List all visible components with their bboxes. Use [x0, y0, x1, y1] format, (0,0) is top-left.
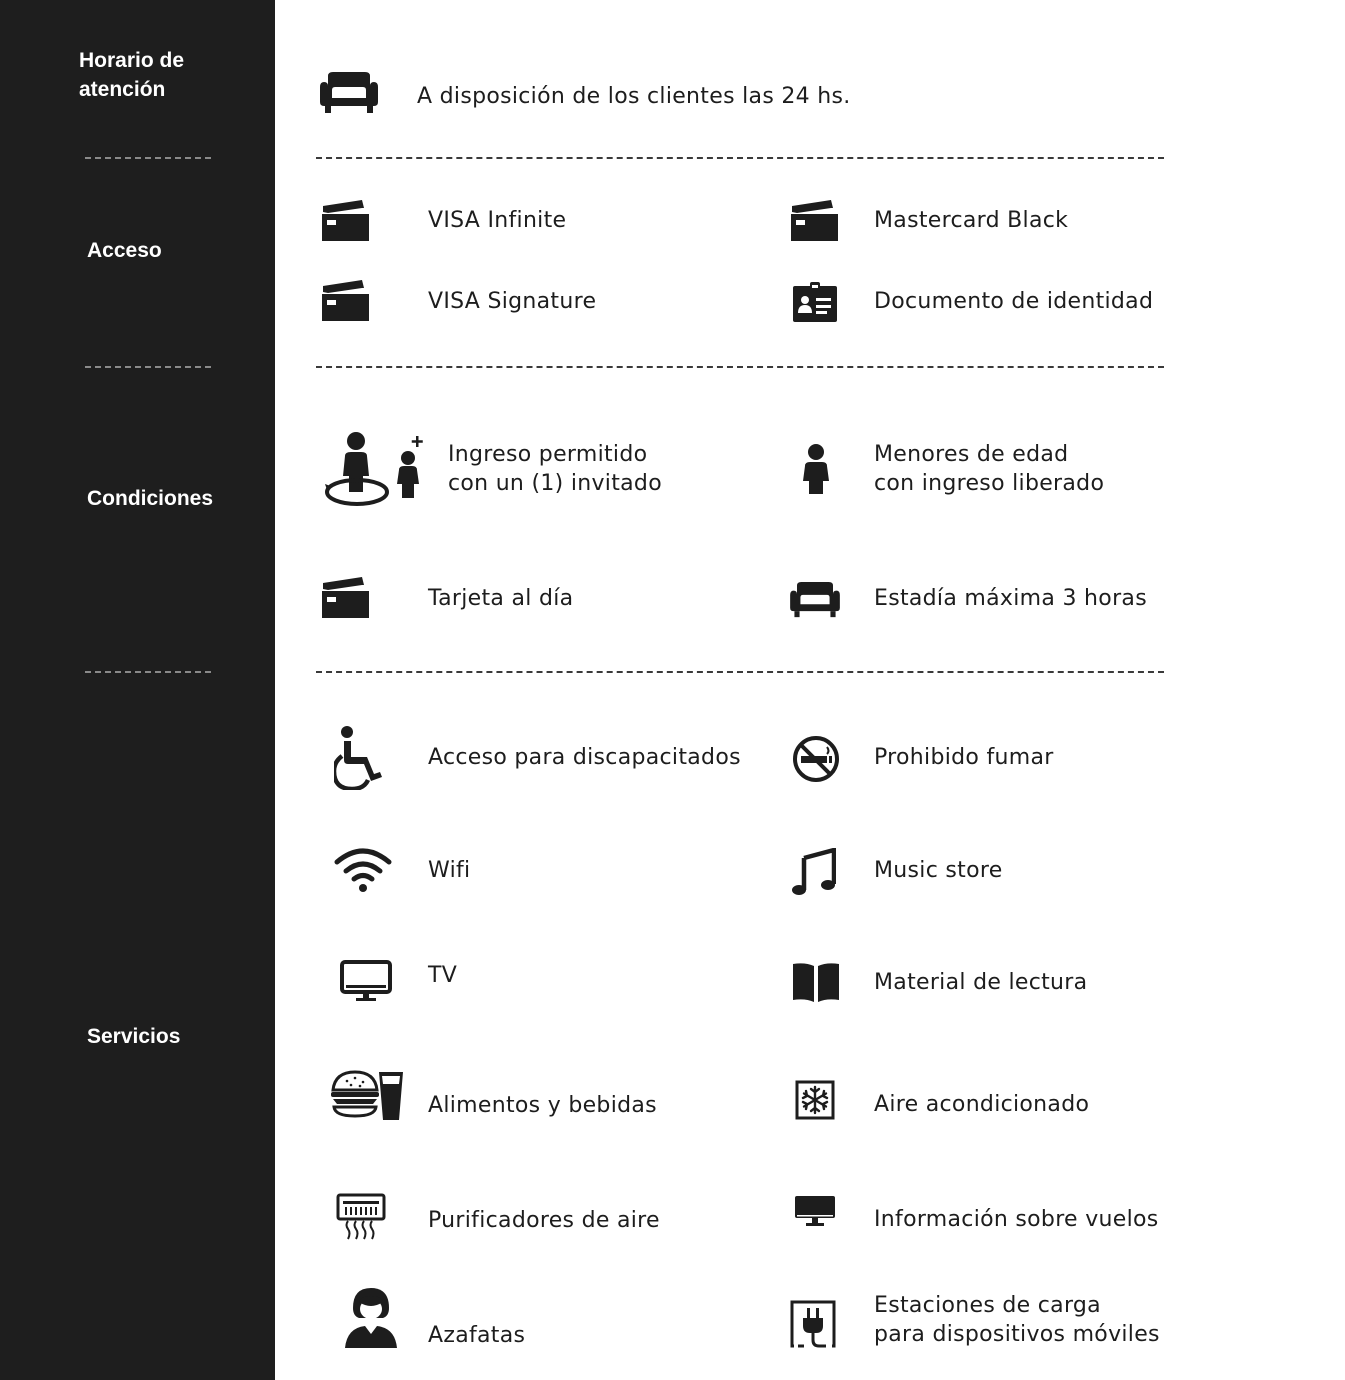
sidebar-divider — [85, 671, 211, 673]
credit-card-icon — [791, 200, 839, 242]
no-smoking-icon — [792, 735, 840, 783]
acceso-label: VISA Signature — [428, 289, 597, 314]
acceso-label: Documento de identidad — [874, 289, 1154, 314]
condiciones-label: Tarjeta al día — [428, 586, 574, 611]
servicios-label: Azafatas — [428, 1323, 526, 1348]
section-divider — [316, 671, 1164, 673]
servicios-label: Alimentos y bebidas — [428, 1093, 657, 1118]
acceso-label: Mastercard Black — [874, 208, 1069, 233]
acceso-label: VISA Infinite — [428, 208, 567, 233]
hostess-icon — [345, 1288, 397, 1350]
servicios-label: Material de lectura — [874, 970, 1088, 995]
condiciones-label: Estadía máxima 3 horas — [874, 586, 1147, 611]
sidebar — [0, 0, 275, 1380]
charging-plug-icon — [790, 1300, 836, 1348]
wifi-icon — [334, 848, 392, 892]
section-label-condiciones: Condiciones — [87, 487, 214, 510]
horario-text: A disposición de los clientes las 24 hs. — [417, 84, 851, 109]
section-divider — [316, 366, 1164, 368]
credit-card-icon — [322, 280, 370, 322]
servicios-label: TV — [428, 963, 458, 988]
section-label-horario: Horario de atención — [79, 49, 185, 101]
snowflake-icon — [795, 1080, 835, 1120]
music-note-icon — [792, 848, 836, 896]
air-purifier-icon — [336, 1193, 386, 1243]
servicios-label: Estaciones de carga para dispositivos móviles — [874, 1293, 1160, 1347]
servicios-label: Acceso para discapacitados — [428, 745, 741, 770]
servicios-label: Información sobre vuelos — [874, 1207, 1159, 1232]
servicios-label: Wifi — [428, 858, 471, 883]
child-icon — [801, 444, 831, 494]
id-card-icon — [793, 282, 837, 322]
monitor-icon — [795, 1196, 835, 1228]
credit-card-icon — [322, 577, 370, 619]
book-icon — [793, 962, 839, 1002]
sidebar-divider — [85, 366, 211, 368]
section-label-acceso: Acceso — [87, 239, 162, 262]
sofa-icon — [320, 72, 378, 114]
condiciones-label: Ingreso permitido con un (1) invitado — [448, 442, 662, 496]
credit-card-icon — [322, 200, 370, 242]
servicios-label: Music store — [874, 858, 1003, 883]
servicios-label: Aire acondicionado — [874, 1092, 1090, 1117]
tv-icon — [340, 960, 392, 1002]
sofa-icon — [790, 582, 840, 618]
wheelchair-icon — [334, 726, 386, 790]
burger-drink-icon — [331, 1070, 405, 1122]
guest-icon — [325, 432, 425, 508]
servicios-label: Purificadores de aire — [428, 1208, 660, 1233]
servicios-label: Prohibido fumar — [874, 745, 1054, 770]
section-label-servicios: Servicios — [87, 1025, 181, 1048]
condiciones-label: Menores de edad con ingreso liberado — [874, 442, 1105, 496]
sidebar-divider — [85, 157, 211, 159]
section-divider — [316, 157, 1164, 159]
